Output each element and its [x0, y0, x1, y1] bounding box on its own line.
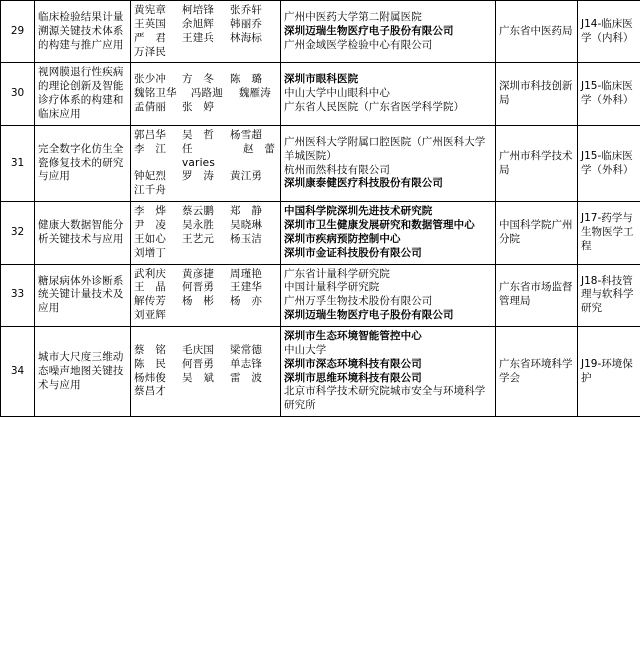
person: 蔡 铭: [134, 343, 167, 356]
person: 万泽民: [134, 45, 167, 58]
person: 吴永胜: [182, 219, 215, 232]
person: 武利庆: [134, 267, 167, 280]
category: J17-药学与生物医学工程: [578, 202, 640, 264]
person: 刘亚辉: [134, 309, 167, 322]
category: J14-临床医学（内科）: [578, 1, 640, 63]
organization: 北京市科学技术研究院城市安全与环境科学研究所: [284, 385, 486, 412]
person: 郑 静: [230, 205, 263, 218]
category: J18-科技管理与软科学研究: [578, 264, 640, 326]
person: 何晋勇: [182, 281, 215, 294]
person: 尹 凌: [134, 219, 167, 232]
row-number: 33: [1, 264, 35, 326]
person: 吴晓琳: [230, 219, 263, 232]
people-list: [131, 63, 281, 125]
organization: 深圳市卫生健康发展研究和数据管理中心: [284, 219, 475, 232]
category: J15-临床医学（外科）: [578, 63, 640, 125]
person: 王建兵: [182, 31, 215, 44]
organization: 中山大学中山眼科中心: [284, 87, 390, 100]
table-row: [1, 1, 640, 63]
person: 严 君: [134, 31, 167, 44]
person: 周瑾艳: [230, 267, 263, 280]
organization: 中山大学: [284, 343, 327, 356]
table-row: [1, 202, 640, 264]
person: 何晋勇: [182, 357, 215, 370]
person: 林海标: [230, 31, 263, 44]
person: 单志锋: [230, 357, 263, 370]
organization: 广东省人民医院（广东省医学科学院）: [284, 101, 465, 114]
organization: 深圳市生态环境智能管控中心: [284, 330, 422, 343]
person: 张 婷: [182, 101, 215, 114]
recommender: 广东省中医药局: [496, 1, 578, 63]
recommender: 中国科学院广州分院: [496, 202, 578, 264]
organization: 广州万孚生物技术股份有限公司: [284, 295, 433, 308]
project-name: 城市大尺度三维动态噪声地图关键技术与应用: [35, 327, 131, 417]
organization: 广东省计量科学研究院: [284, 267, 390, 280]
project-name: 糖尿病体外诊断系统关键计量技术及应用: [35, 264, 131, 326]
person: 王英国: [134, 17, 167, 30]
row-number: 32: [1, 202, 35, 264]
organization: 深圳迈瑞生物医疗电子股份有限公司: [284, 24, 454, 37]
person: 冯路迦: [190, 87, 223, 100]
category: J15-临床医学（外科）: [578, 125, 640, 201]
row-number: 31: [1, 125, 35, 201]
person: 陈 璐: [230, 73, 263, 86]
person: 毛庆国: [182, 343, 215, 356]
organization-list: [281, 202, 496, 264]
person: 方 冬: [182, 73, 215, 86]
recommender: 广州市科学技术局: [496, 125, 578, 201]
organization: 中国计量科学研究院: [284, 281, 380, 294]
person: 张少冲: [134, 73, 167, 86]
person: 王建华: [230, 281, 263, 294]
person: 黄宪章: [134, 4, 167, 16]
project-name: 临床检验结果计量溯源关键技术体系的构建与推广应用: [35, 1, 131, 63]
person: 黄彦捷: [182, 267, 215, 280]
person: 李 烨: [134, 205, 167, 218]
organization: 广州中医药大学第二附属医院: [284, 10, 422, 23]
organization: 中国科学院深圳先进技术研究院: [284, 205, 433, 218]
organization: 广州医科大学附属口腔医院（广州医科大学羊城医院）: [284, 135, 486, 162]
person: 杨雪超: [230, 128, 263, 141]
organization-list: [281, 125, 496, 201]
organization-list: [281, 1, 496, 63]
person: 张乔轩: [230, 4, 263, 16]
person: 余旭辉: [182, 17, 215, 30]
person: 赵 蕾: [243, 142, 276, 155]
table-row: [1, 264, 640, 326]
person: 任 varies: [182, 142, 216, 169]
organization: 深圳市深态环境科技有限公司: [284, 357, 422, 370]
person: 郭吕华: [134, 128, 167, 141]
recommender: 广东省环境科学学会: [496, 327, 578, 417]
people-list: [131, 125, 281, 201]
person: 刘增丁: [134, 246, 167, 259]
person: 韩丽乔: [230, 17, 263, 30]
recommender: 深圳市科技创新局: [496, 63, 578, 125]
person: 罗 涛: [182, 170, 215, 183]
person: 王 晶: [134, 281, 167, 294]
organization: 深圳市金证科技股份有限公司: [284, 246, 422, 259]
person: 柯培锋: [182, 4, 215, 16]
organization: 深圳迈瑞生物医疗电子股份有限公司: [284, 309, 454, 322]
person: 黄江勇: [230, 170, 263, 183]
person: 吴 斌: [182, 371, 215, 384]
person: 江千舟: [134, 184, 167, 197]
organization: 广州金域医学检验中心有限公司: [284, 38, 433, 51]
people-list: [131, 327, 281, 417]
organization-list: [281, 264, 496, 326]
person: 孟倩丽: [134, 101, 167, 114]
person: 李 江: [134, 142, 167, 155]
person: 杨 彬: [182, 295, 215, 308]
table-row: [1, 327, 640, 417]
person: 解传芳: [134, 295, 167, 308]
person: 王艺元: [182, 232, 215, 245]
person: 钟妃烈: [134, 170, 167, 183]
organization-list: [281, 327, 496, 417]
person: 杨炜俊: [134, 371, 167, 384]
person: 杨玉洁: [230, 232, 263, 245]
organization: 深圳市疾病预防控制中心: [284, 232, 401, 245]
table-row: [1, 125, 640, 201]
people-list: [131, 264, 281, 326]
project-name: 视网膜退行性疾病的理论创新及智能诊疗体系的构建和临床应用: [35, 63, 131, 125]
organization: 深圳市眼科医院: [284, 73, 359, 86]
people-list: [131, 202, 281, 264]
organization: 深圳康泰健医疗科技股份有限公司: [284, 177, 443, 190]
table-row: [1, 63, 640, 125]
project-name: 健康大数据智能分析关键技术与应用: [35, 202, 131, 264]
row-number: 29: [1, 1, 35, 63]
person: 王如心: [134, 232, 167, 245]
people-list: [131, 1, 281, 63]
person: 蔡昌才: [134, 385, 167, 398]
person: 梁常德: [230, 343, 263, 356]
person: 吴 哲: [182, 128, 215, 141]
row-number: 34: [1, 327, 35, 417]
person: 魏雁涛: [238, 87, 271, 100]
person: 杨 亦: [230, 295, 263, 308]
organization: 深圳市思维环境科技有限公司: [284, 371, 422, 384]
row-number: 30: [1, 63, 35, 125]
table-body: [1, 1, 640, 417]
category: J19-环境保护: [578, 327, 640, 417]
person: 雷 波: [230, 371, 263, 384]
person: 魏铭卫华: [134, 87, 177, 100]
recommender: 广东省市场监督管理局: [496, 264, 578, 326]
organization: 杭州而然科技有限公司: [284, 163, 390, 176]
person: 陈 民: [134, 357, 167, 370]
organization-list: [281, 63, 496, 125]
project-name: 完全数字化仿生全瓷修复技术的研究与应用: [35, 125, 131, 201]
person: 蔡云鹏: [182, 205, 215, 218]
